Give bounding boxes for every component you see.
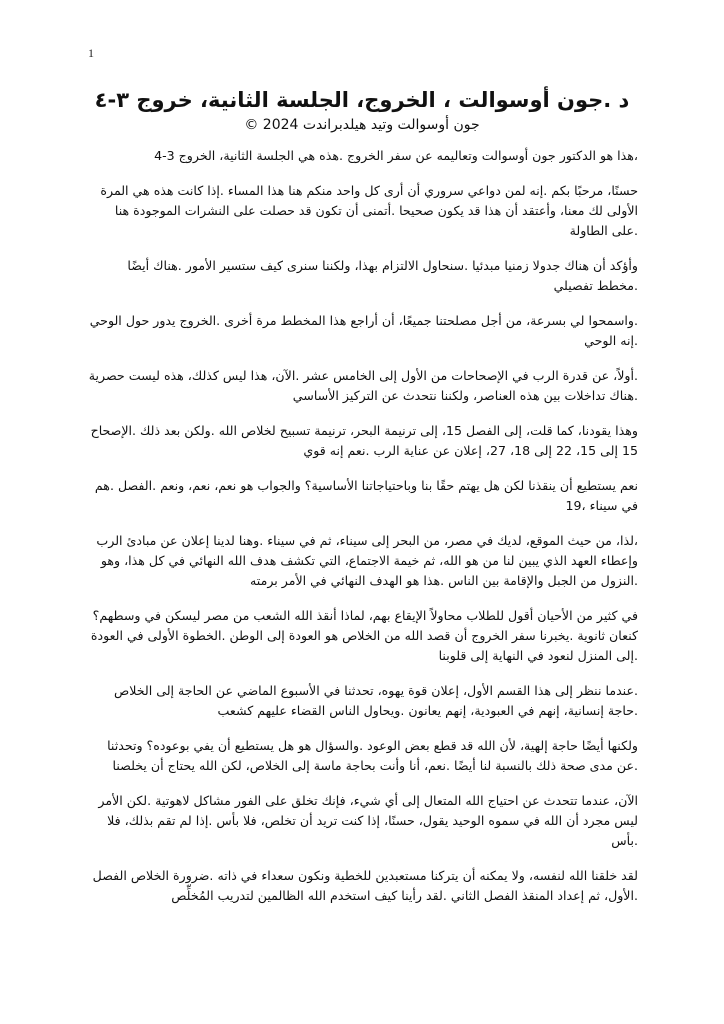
- paragraph-12: الآن، عندما تتحدث عن احتياج الله المتعال إلى أي شيء، فإنك تخلق على الفور مشاكل لاهوتية .لكن الأمر ليس مجرد أن الله في سموه الوحيد يقول، حسنًا، إذا كنت تريد أن تخلص، فلا بأس .إذا لم تقم بذلك، فلا .بأس: [98, 793, 638, 848]
- paragraph-3: وأؤكد أن هناك جدولا زمنيا مبدئيا .سنحاول الالتزام بهذا، ولكننا سنرى كيف ستسير الأمور .هناك أيضًا .مخطط تفصيلي: [127, 258, 638, 293]
- document-title: د .جون أوسوالت ، الخروج، الجلسة الثانية، خروج ٣-٤: [94, 88, 630, 112]
- paragraph-4: .واسمحوا لي بسرعة، من أجل مصلحتنا جميعًا، أن أراجع هذا المخطط مرة أخرى .الخروج يدور حول الوحي .إنه الوحي: [89, 313, 638, 348]
- paragraph-11: ولكنها أيضًا حاجة إلهية، لأن الله قد قطع بعض الوعود .والسؤال هو هل يستطيع أن يفي بوعوده؟ وتحدثنا .عن مدى صحة ذلك بالنسبة لنا أيضًا .نعم، أنا وأنت بحاجة ماسة إلى الخلاص، لكن الله يحتاج أن يخلصنا: [107, 738, 638, 773]
- document-body: [86, 86, 638, 921]
- paragraph-1: ،هذا هو الدكتور جون أوسوالت وتعاليمه عن سفر الخروج .هذه هي الجلسة الثانية، الخروج 3-4: [154, 148, 638, 163]
- paragraph-2: حسنًا، مرحبًا بكم .إنه لمن دواعي سروري أن أرى كل واحد منكم هنا هذا المساء .إذا كانت هذه هي المرة الأولى لك معنا، وأعتقد أن هذا قد يكون صحيحا .أتمنى أن تكون قد حصلت على النشرات الموجودة هنا .على الطاولة: [100, 183, 638, 238]
- document-subtitle: جون أوسوالت وتيد هيلدبراندت 2024 ©: [244, 117, 480, 133]
- paragraph-8: ،لذا، من حيث الموقع، لديك في مصر، من البحر إلى سيناء، ثم في سيناء .وهنا لدينا إعلان عن مبادئ الرب وإعطاء العهد الذي يبين لنا من هو الله، ثم خيمة الاجتماع، التي تكشف هدف الله النهائي في كل هذا، وهو .النزول من الجبل والإقامة بين الناس .هذا هو الهدف النهائي في الأمر برمته: [96, 533, 638, 588]
- paragraph-9: في كثير من الأحيان أقول للطلاب محاولاً الإيقاع بهم، لماذا أنقذ الله الشعب من مصر ليسكن في وسطهم؟ كنعان ثانوية .يخبرنا سفر الخروج أن قصد الله من الخلاص هو العودة إلى الوطن .الخطوة الأولى في العودة .إلى المنزل لنعود في النهاية إلى قلوبنا: [90, 608, 638, 663]
- paragraph-5: .أولاً، عن قدرة الرب في الإصحاحات من الأول إلى الخامس عشر .الآن، هذا ليس كذلك، هذه ليست حصرية .هناك تداخلات بين هذه العناصر، ولكننا نتحدث عن التركيز الأساسي: [88, 368, 638, 403]
- page-number: 1: [88, 46, 94, 60]
- paragraph-6: وهذا يقودنا، كما قلت، إلى الفصل 15، إلى ترنيمة البحر، ترنيمة تسبيح لخلاص الله .ولكن بعد ذلك .الإصحاح 15 إلى 15، 22 إلى 18، 27، إعلان عن عناية الرب .نعم إنه قوي: [90, 423, 638, 458]
- paragraph-10: .عندما ننظر إلى هذا القسم الأول، إعلان قوة يهوه، تحدثنا في الأسبوع الماضي عن الحاجة إلى الخلاص .حاجة إنسانية، إنهم في العبودية، إنهم يعانون .ويحاول الناس القضاء عليهم كشعب: [114, 683, 638, 718]
- paragraph-13: لقد خلقنا الله لنفسه، ولا يمكنه أن يتركنا مستعبدين للخطية ونكون سعداء في ذاته .ضرورة الخلاص الفصل .الأول، ثم إعداد المنقذ الفصل الثاني .لقد رأينا كيف استخدم الله الظالمين لتدريب المُخلِّص: [92, 868, 638, 903]
- paragraph-7: نعم يستطيع أن ينقذنا لكن هل يهتم حقًا بنا وباحتياجاتنا الأساسية؟ والجواب هو نعم، نعم، ونعم .الفصل .هم في سيناء ،19: [94, 478, 638, 513]
